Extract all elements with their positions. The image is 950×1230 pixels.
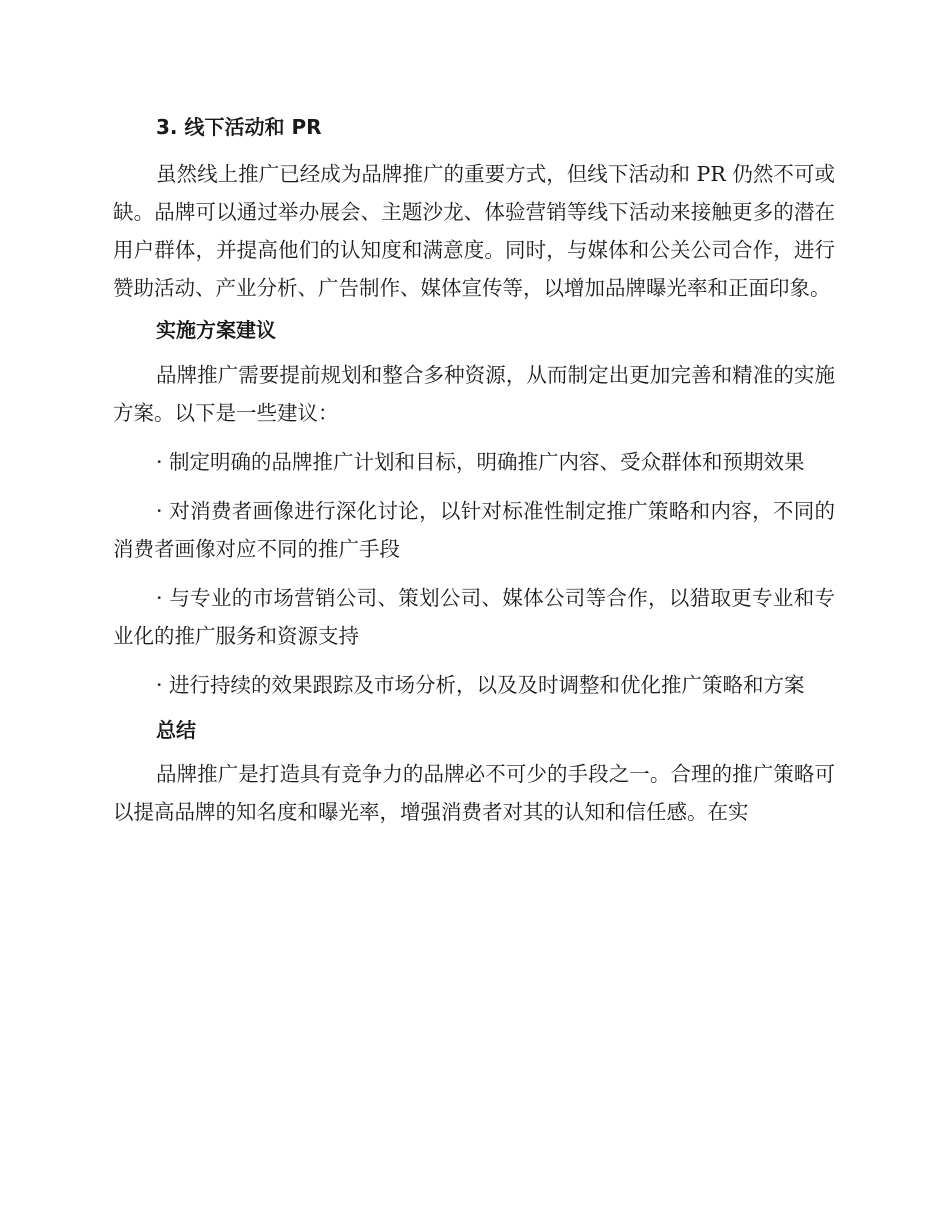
list-item-bullet: · 制定明确的品牌推广计划和目标，明确推广内容、受众群体和预期效果	[156, 450, 805, 474]
list-item-bullet: · 与专业的市场营销公司、策划公司、媒体公司等合作，以猎取更专业和专业化的推广服务和资源支持	[113, 586, 835, 648]
section-heading-offline-pr: 3. 线下活动和 PR	[156, 115, 322, 139]
section-heading-summary: 总结	[156, 718, 196, 742]
paragraph-offline-pr: 虽然线上推广已经成为品牌推广的重要方式，但线下活动和 PR 仍然不可或缺。品牌可以通过举办展会、主题沙龙、体验营销等线下活动来接触更多的潜在用户群体，并提高他们的认知度和满意度。同时，与媒体和公关公司合作，进行赞助活动、产业分析、广告制作、媒体宣传等，以增加品牌曝光率和正面印象。	[113, 162, 835, 300]
paragraph-summary: 品牌推广是打造具有竞争力的品牌必不可少的手段之一。合理的推广策略可以提高品牌的知名度和曝光率，增强消费者对其的认知和信任感。在实	[113, 762, 835, 824]
section-heading-implementation: 实施方案建议	[156, 318, 276, 342]
paragraph-implementation-intro: 品牌推广需要提前规划和整合多种资源，从而制定出更加完善和精准的实施方案。以下是一些建议：	[113, 363, 835, 425]
list-item-bullet: · 进行持续的效果跟踪及市场分析，以及及时调整和优化推广策略和方案	[156, 673, 805, 697]
list-item-bullet: · 对消费者画像进行深化讨论，以针对标准性制定推广策略和内容，不同的消费者画像对应不同的推广手段	[113, 499, 835, 561]
